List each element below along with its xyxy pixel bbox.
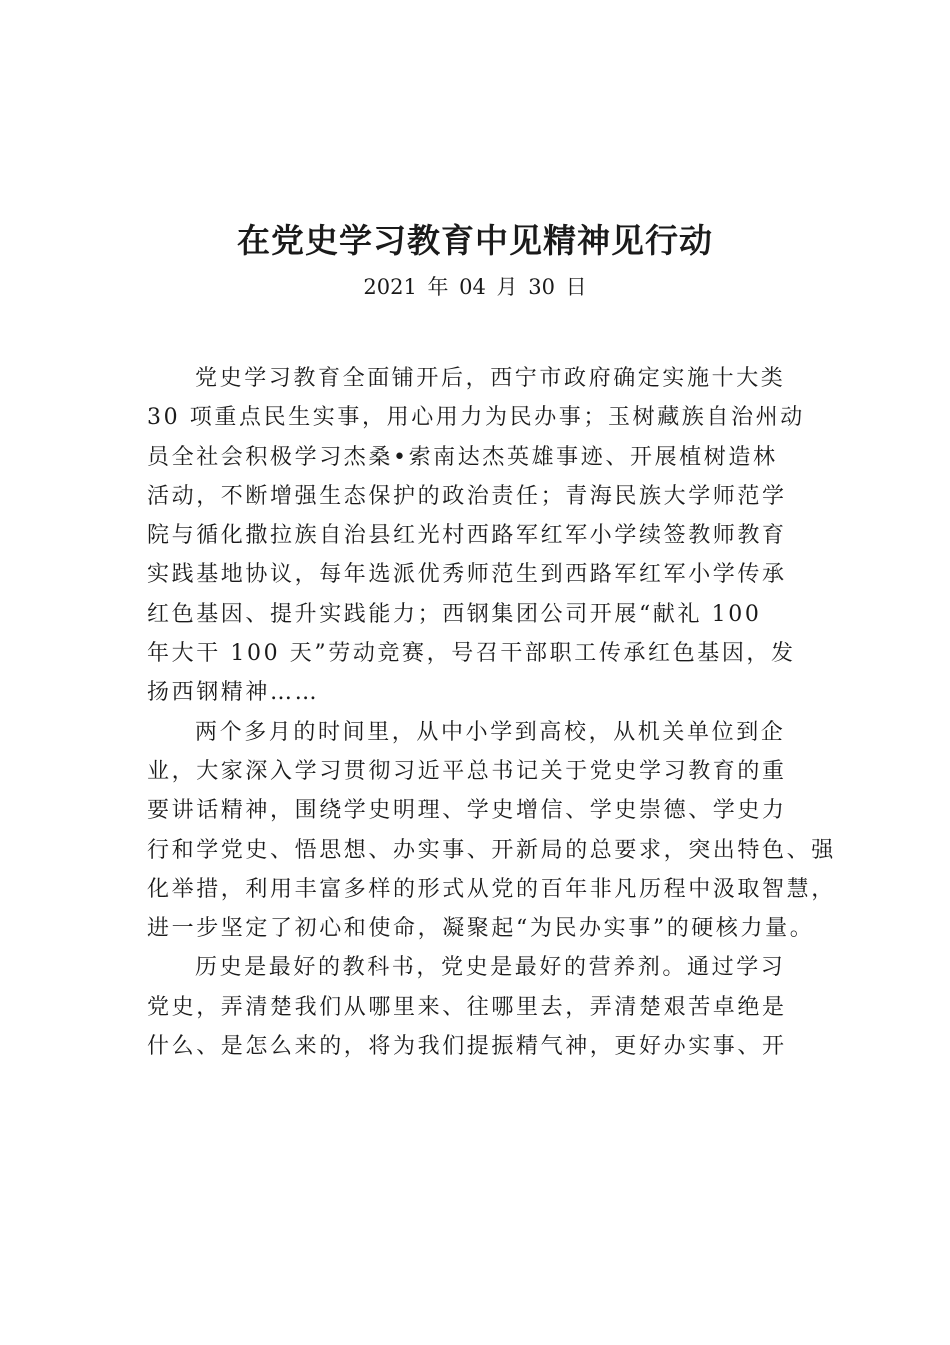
text-line: 红色基因、提升实践能力；西钢集团公司开展“献礼 100 [147, 601, 762, 627]
text-line: 业，大家深入学习贯彻习近平总书记关于党史学习教育的重 [147, 758, 787, 784]
text-line: 行和学党史、悟思想、办实事、开新局的总要求，突出特色、强 [147, 837, 836, 863]
text-line: 扬西钢精神…… [147, 680, 320, 706]
text-line: 要讲话精神，围绕学史明理、学史增信、学史崇德、学史力 [147, 798, 787, 824]
text-line: 院与循化撒拉族自治县红光村西路军红军小学续签教师教育 [147, 523, 787, 549]
article-body [147, 359, 836, 1066]
text-line: 什么、是怎么来的，将为我们提振精气神，更好办实事、开 [147, 1034, 787, 1060]
text-line: 党史，弄清楚我们从哪里来、往哪里去，弄清楚艰苦卓绝是 [147, 994, 787, 1020]
text-line: 员全社会积极学习杰桑•索南达杰英雄事迹、开展植树造林 [147, 444, 778, 470]
text-line: 两个多月的时间里，从中小学到高校，从机关单位到企 [195, 719, 786, 745]
text-line: 化举措，利用丰富多样的形式从党的百年非凡历程中汲取智慧， [147, 876, 836, 902]
text-line: 历史是最好的教科书，党史是最好的营养剂。通过学习 [195, 955, 786, 981]
publish-date: 2021 年 04 月 30 日 [363, 275, 587, 299]
text-line: 实践基地协议，每年选派优秀师范生到西路军红军小学传承 [147, 562, 787, 588]
text-line: 30 项重点民生实事，用心用力为民办事；玉树藏族自治州动 [147, 405, 805, 431]
text-line: 进一步坚定了初心和使命，凝聚起“为民办实事”的硬核力量。 [147, 916, 815, 942]
text-line: 活动，不断增强生态保护的政治责任；青海民族大学师范学 [147, 483, 787, 509]
page-title: 在党史学习教育中见精神见行动 [237, 221, 713, 260]
text-line: 年大干 100 天”劳动竞赛，号召干部职工传承红色基因，发 [147, 641, 796, 667]
text-line: 党史学习教育全面铺开后，西宁市政府确定实施十大类 [195, 366, 786, 391]
